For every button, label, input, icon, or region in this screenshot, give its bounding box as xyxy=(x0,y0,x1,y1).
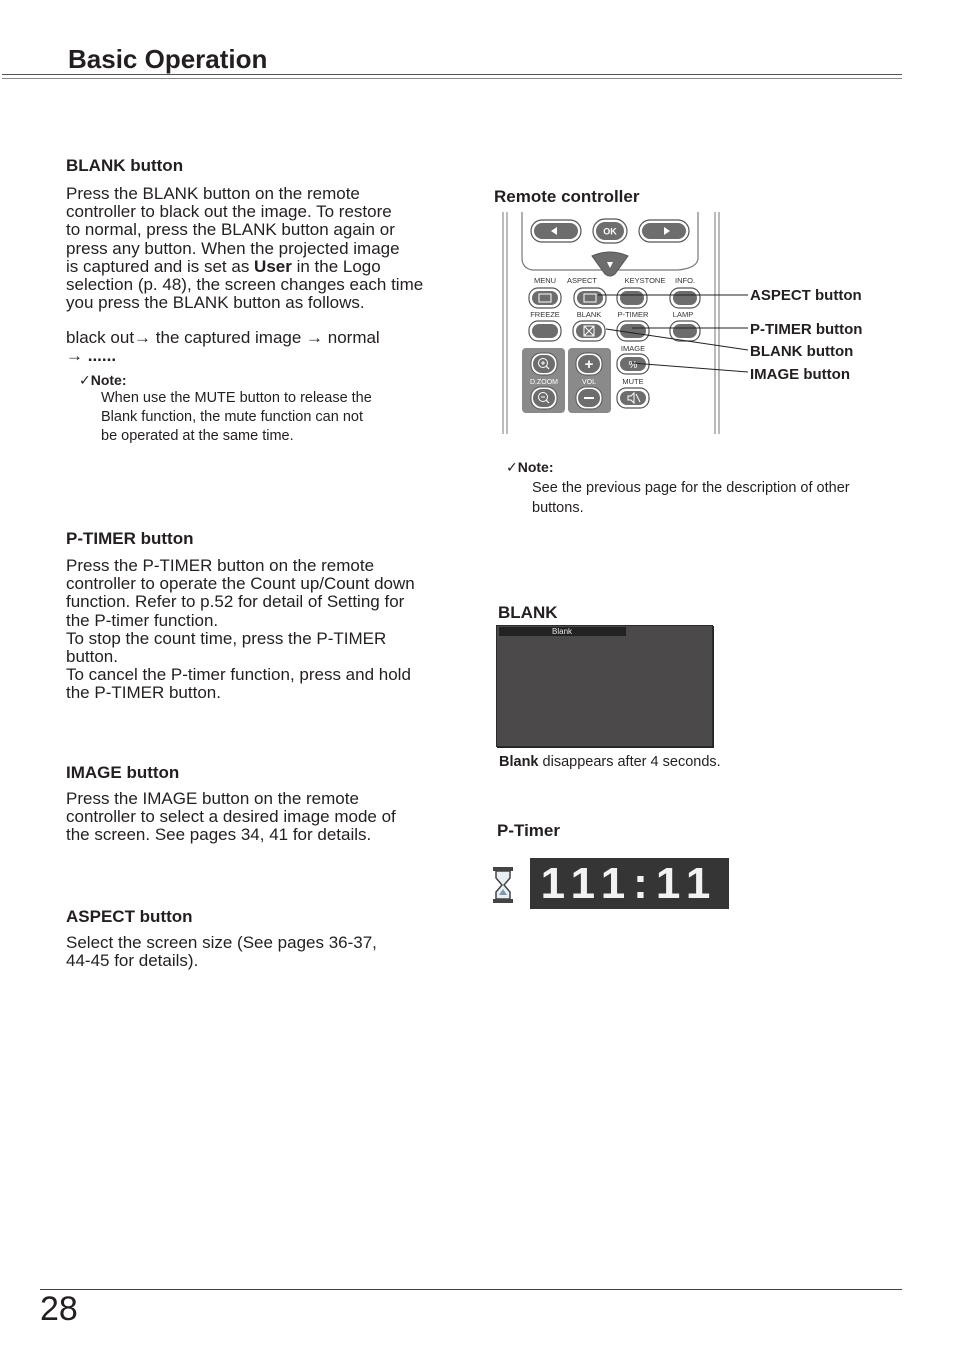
blank-caption: Blank disappears after 4 seconds. xyxy=(499,754,721,770)
checkmark-icon: ✓ xyxy=(506,459,518,475)
blank-line: Press the BLANK button on the remote xyxy=(66,184,360,203)
blank-line: is captured and is set as User in the Logo xyxy=(66,256,381,276)
blank-line: press any button. When the projected image xyxy=(66,238,400,258)
remote-note-text: See the previous page for the description of other buttons. xyxy=(532,480,850,516)
aspect-callout: ASPECT button xyxy=(750,287,862,304)
volume-up-icon: + xyxy=(584,356,594,373)
svg-text:LAMP: LAMP xyxy=(672,310,694,319)
svg-text:D.ZOOM: D.ZOOM xyxy=(530,379,558,386)
blank-figure-heading: BLANK xyxy=(498,603,558,622)
blank-description xyxy=(66,185,466,312)
blank-line: selection (p. 48), the screen changes each time xyxy=(66,275,424,295)
blank-line: you press the BLANK button as follows. xyxy=(66,293,365,313)
svg-text:INFO.: INFO. xyxy=(675,276,695,285)
svg-text:ASPECT: ASPECT xyxy=(566,276,598,285)
aspect-description: Select the screen size (See pages 36-37, 44-45 for details). xyxy=(66,933,377,971)
user-emphasis: User xyxy=(254,256,292,276)
image-heading: IMAGE button xyxy=(66,763,180,782)
svg-text:MUTE: MUTE xyxy=(622,377,644,386)
blank-note-label: ✓Note: xyxy=(79,372,127,388)
image-icon: % xyxy=(628,360,638,371)
remote-heading: Remote controller xyxy=(494,187,640,206)
blank-screen-preview xyxy=(496,625,713,747)
blank-line: to normal, press the BLANK button again or xyxy=(66,220,395,240)
blank-heading: BLANK button xyxy=(66,156,184,175)
svg-text:BLANK: BLANK xyxy=(576,310,602,319)
footer-rule xyxy=(40,1289,902,1290)
blank-screen-label: Blank xyxy=(499,627,626,636)
image-description: Press the IMAGE button on the remote controller to select a desired image mode of the screen. See pages 34, 41 for details. xyxy=(66,789,396,845)
svg-text:KEYSTONE: KEYSTONE xyxy=(624,276,666,285)
header-rule xyxy=(2,74,902,75)
svg-text:P-TIMER: P-TIMER xyxy=(617,310,649,319)
blank-line: controller to black out the image. To restore xyxy=(66,202,392,222)
ptimer-heading: P-TIMER button xyxy=(66,529,194,548)
hourglass-icon xyxy=(492,866,514,904)
blank-sequence: black out→ the captured image → normal → ...... xyxy=(66,328,380,366)
aspect-heading: ASPECT button xyxy=(66,907,193,926)
checkmark-icon: ✓ xyxy=(79,372,91,388)
blank-note-text: When use the MUTE button to release the Blank function, the mute function can not be operated at the same time. xyxy=(101,390,372,444)
ptimer-callout: P-TIMER button xyxy=(750,321,863,338)
callout-connectors xyxy=(580,280,755,380)
remote-note-label: ✓Note: xyxy=(506,459,554,475)
header-rule-secondary xyxy=(2,78,902,79)
ok-label: OK xyxy=(603,226,617,237)
svg-text:IMAGE: IMAGE xyxy=(620,344,646,353)
ptimer-figure-heading: P-Timer xyxy=(497,821,560,840)
image-callout: IMAGE button xyxy=(750,366,850,383)
ptimer-display: 111:11 xyxy=(530,858,729,909)
svg-text:VOL: VOL xyxy=(581,379,597,386)
svg-text:MENU: MENU xyxy=(533,276,557,285)
blank-callout: BLANK button xyxy=(750,343,854,360)
nav-buttons xyxy=(531,219,689,276)
svg-text:FREEZE: FREEZE xyxy=(530,310,560,319)
ptimer-description: Press the P-TIMER button on the remote controller to operate the Count up/Count down function. Refer to p.52 for detail of Setting for the P-timer function. To stop the count time, press the P-TIMER button. To cancel the P-timer function, press and hold the P-TIMER button. xyxy=(66,556,415,703)
page-title: Basic Operation xyxy=(68,44,268,74)
page-number: 28 xyxy=(40,1290,78,1328)
